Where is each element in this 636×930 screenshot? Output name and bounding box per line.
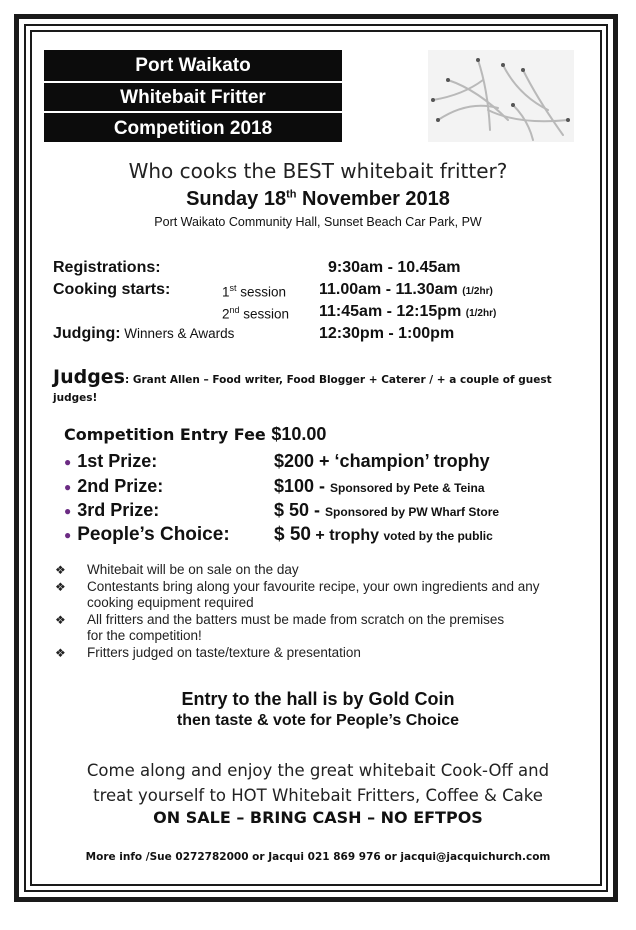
judging-desc: Winners & Awards — [120, 326, 235, 341]
prize-2-amount: $100 — [274, 476, 315, 496]
info-bullet-4-text: Fritters judged on taste/texture & presentation — [87, 644, 361, 660]
judging-row — [53, 325, 234, 343]
judging-time: 12:30pm - 1:00pm — [319, 325, 455, 342]
prize-1-amount-wrap — [274, 451, 490, 472]
prize-4-extra: + trophy — [310, 527, 384, 544]
session-1-time — [319, 281, 493, 299]
session-1-word: session — [236, 284, 287, 300]
judges-label: Judges — [53, 366, 125, 388]
prize-3-amount-wrap — [274, 500, 499, 521]
diamond-bullet-icon: ❖ — [55, 645, 66, 660]
info-bullets — [55, 562, 575, 661]
bullet-dot-icon: ● — [64, 504, 72, 519]
info-bullet-2-text: Contestants bring along your favourite recipe, your own ingredients and any cooking equipment required — [87, 578, 540, 610]
prize-1-extra: + ‘champion’ trophy — [314, 451, 490, 471]
prize-2-note: Sponsored by Pete & Teina — [330, 481, 485, 495]
title-divider-2 — [44, 111, 342, 113]
judges-text: : Grant Allen – Food writer, Food Blogger + Caterer / + a couple of guest judges! — [53, 374, 552, 404]
prize-1-name: 1st Prize: — [77, 451, 158, 471]
prize-2 — [64, 476, 485, 497]
prize-3-note: Sponsored by PW Wharf Store — [325, 505, 500, 519]
info-bullet-1-text: Whitebait will be on sale on the day — [87, 562, 299, 577]
session-1-note: (1/2hr) — [462, 286, 493, 297]
session-2-time-text: 11:45am - 12:15pm — [319, 303, 462, 320]
entry-line-2: then taste & vote for People’s Choice — [176, 712, 460, 729]
info-bullet-1 — [55, 562, 575, 579]
come-line-2: treat yourself to HOT Whitebait Fritters, Coffee & Cake — [93, 786, 543, 805]
title-divider-1 — [44, 81, 342, 83]
registrations-label: Registrations: — [53, 259, 161, 276]
come-along — [0, 758, 636, 808]
cooking-label: Cooking starts: — [53, 281, 171, 298]
prize-4-name: People’s Choice: — [77, 524, 230, 545]
bullet-dot-icon: ● — [64, 527, 72, 542]
prize-4 — [64, 524, 493, 546]
prize-3 — [64, 500, 500, 521]
prize-2-name: 2nd Prize: — [77, 476, 164, 496]
session-1-num: 1 — [222, 284, 230, 300]
session-1-time-text: 11.00am - 11.30am — [319, 281, 458, 298]
date-rest: November 2018 — [296, 188, 450, 210]
registrations-time: 9:30am - 10.45am — [328, 259, 461, 276]
info-bullet-2 — [55, 579, 575, 612]
entry-line-1: Entry to the hall is by Gold Coin — [181, 689, 455, 709]
diamond-bullet-icon: ❖ — [55, 579, 66, 594]
entry-fee — [64, 424, 326, 445]
prize-3-extra: - — [309, 500, 326, 520]
session-2-word: session — [239, 306, 290, 322]
session-1-label — [222, 283, 286, 300]
session-2-note: (1/2hr) — [465, 308, 497, 319]
date-suffix: th — [286, 188, 297, 201]
on-sale-notice: ON SALE – BRING CASH – NO EFTPOS — [153, 808, 483, 827]
title-line-2: Whitebait Fritter — [120, 87, 266, 108]
more-info: More info /Sue 0272782000 or Jacqui 021 869 976 or jacqui@jacquichurch.com — [85, 851, 551, 863]
bullet-dot-icon: ● — [64, 480, 72, 495]
date-prefix: Sunday 18 — [186, 188, 287, 210]
title-banner — [44, 50, 342, 142]
whitebait-photo — [428, 50, 574, 142]
prize-3-amount: $ 50 — [274, 500, 310, 520]
fee-label: Competition Entry Fee — [64, 425, 272, 444]
prize-4-amount: $ 50 — [274, 524, 311, 545]
prize-2-extra: - — [314, 476, 331, 496]
session-1-sup: st — [229, 283, 237, 293]
prize-4-note: voted by the public — [383, 529, 493, 543]
come-line-1: Come along and enjoy the great whitebait Cook-Off and — [86, 761, 550, 780]
judges-block — [53, 368, 573, 407]
prize-3-name: 3rd Prize: — [77, 500, 160, 520]
prize-1 — [64, 451, 490, 472]
info-bullet-3 — [55, 612, 575, 645]
prize-2-amount-wrap — [274, 476, 485, 497]
title-line-3: Competition 2018 — [113, 118, 273, 139]
event-date — [0, 188, 636, 211]
judging-label: Judging: — [53, 325, 121, 342]
bullet-dot-icon: ● — [64, 455, 72, 470]
fee-amount: $10.00 — [271, 424, 327, 444]
whitebait-image-icon — [428, 50, 574, 142]
prize-4-amount-wrap — [274, 524, 493, 546]
venue: Port Waikato Community Hall, Sunset Beach Car Park, PW — [154, 215, 482, 229]
diamond-bullet-icon: ❖ — [55, 612, 66, 627]
session-2-sup: nd — [229, 305, 240, 315]
session-2-label — [222, 305, 289, 322]
session-2-time — [319, 303, 496, 321]
diamond-bullet-icon: ❖ — [55, 563, 66, 577]
session-2-num: 2 — [222, 306, 230, 322]
info-bullet-3-text: All fritters and the batters must be made from scratch on the premises for the competition! — [87, 611, 505, 643]
prize-1-amount: $200 — [274, 451, 315, 471]
title-line-1: Port Waikato — [135, 55, 251, 76]
info-bullet-4 — [55, 645, 575, 662]
tagline: Who cooks the BEST whitebait fritter? — [128, 159, 508, 183]
